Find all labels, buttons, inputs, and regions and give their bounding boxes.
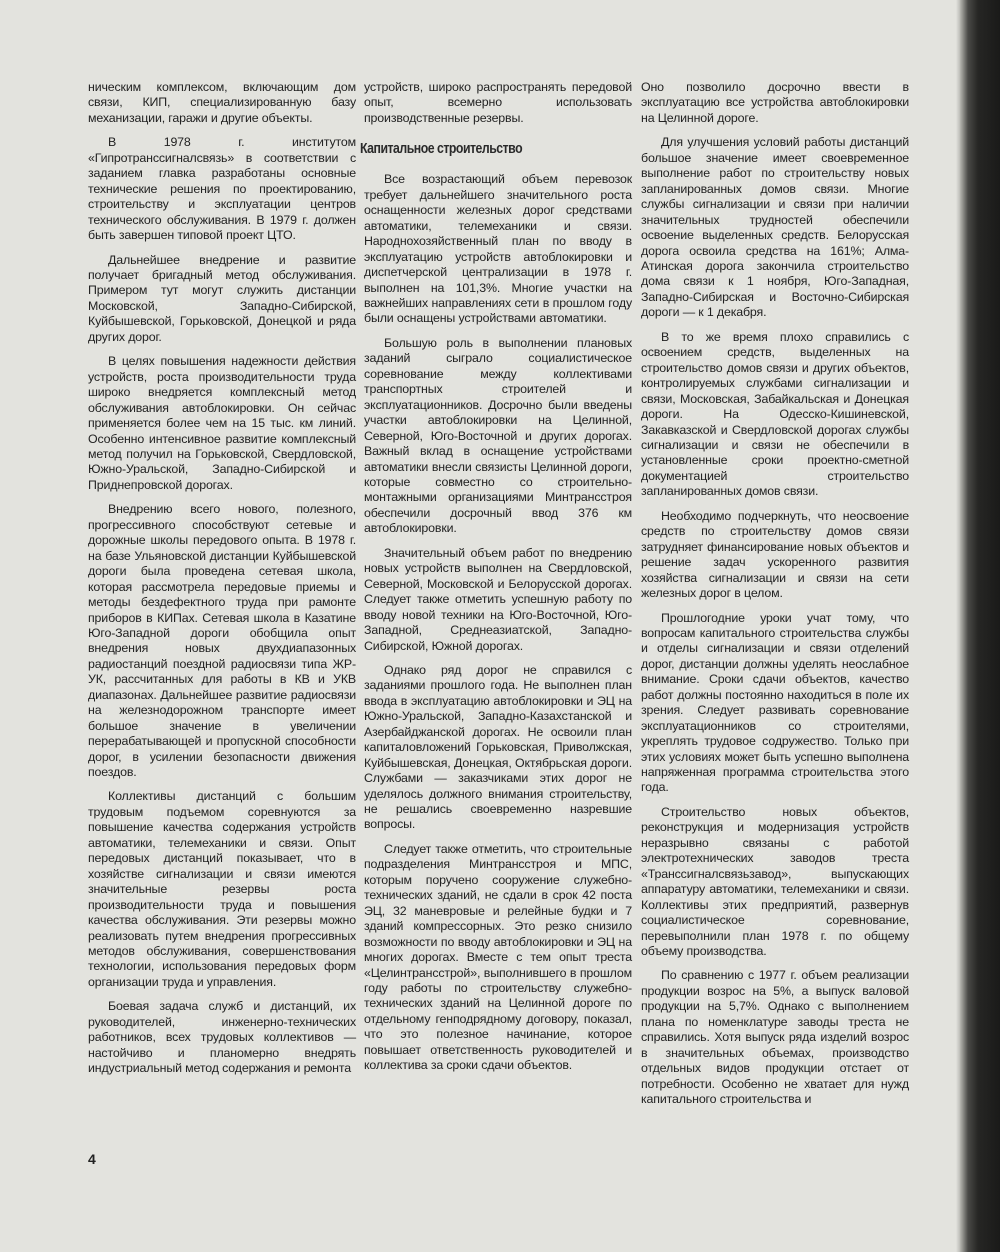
paragraph: устройств, широко распространять передовой опыт, всемерно использовать производственные резервы. [364,80,632,125]
paragraph: Коллективы дистанций с большим трудовым подъемом соревнуются за повышение качества содержания устройств автоматики, телемеханики и связи. Опыт передовых дистанций показывает, что в хозяйстве сигнализации и связи имеются значительные резервы роста производительности труда и повышения качества обслуживания. Эти резервы можно реализовать путем внедрения прогрессивных методов обслуживания, совершенствования технологии, использования передовых форм организации труда и управления. [88,789,356,989]
paragraph: Значительный объем работ по внедрению новых устройств выполнен на Свердловской, Северной, Московской и Белорусской дорогах. Следует также отметить успешную работу по вводу новой техники на Юго-Восточной, Юго-Западной, Среднеазиатской, Западно-Сибирской, Южной дорогах. [364,545,632,653]
paragraph: Большую роль в выполнении плановых заданий сыграло социалистическое соревнование между коллективами транспортных строителей и эксплуатационников. Досрочно были введены участки автоблокировки на Целинной, Северной, Юго-Восточной и других дорогах. Важный вклад в оснащение устройствами автоматики внесли связисты Целинной дороги, которые совместно со строительно-монтажными организациями Минтрансстроя обеспечили досрочный ввод 376 км автоблокировки. [364,335,632,536]
text-column-right [641,80,909,1117]
paragraph: Однако ряд дорог не справился с заданиями прошлого года. Не выполнен план ввода в эксплуатацию автоблокировки и ЭЦ на Южно-Уральской, Западно-Казахстанской и Азербайджанской дорогах. Не освоили план капиталовложений Горьковская, Приволжская, Куйбышевская, Донецкая, Октябрьская дороги. Службами — заказчиками этих дорог не уделялось должного внимания строительству, не решались своевременно назревшие вопросы. [364,662,632,832]
paragraph: По сравнению с 1977 г. объем реализации продукции возрос на 5%, а выпуск валовой продукции на 5,7%. Однако с выполнением плана по номенклатуре заводы треста не справились. Хотя выпуск ряда изделий возрос в значительных объемах, производство отдельных видов продукции отстает от потребности. Особенно не хватает для нужд капитального строительства и [641,968,909,1107]
paragraph: В целях повышения надежности действия устройств, роста производительности труда широко внедряется комплексный метод обслуживания автоблокировки. Он сейчас применяется более чем на 15 тыс. км линий. Особенно интенсивное развитие комплексный метод получил на Горьковской, Свердловской, Южно-Уральской, Западно-Сибирской и Приднепровской дорогах. [88,354,356,492]
text-column-middle [360,80,632,1083]
page-number: 4 [88,1151,96,1167]
book-spine [960,0,1000,1252]
paragraph: Строительство новых объектов, реконструкция и модернизация устройств неразрывно связаны с работой электротехнических заводов треста «Транссигналсвязьзавод», выпускающих аппаратуру автоматики, телемеханики и связи. Коллективы этих предприятий, развернув социалистическое соревнование, перевыполнили план 1978 г. по общему объему производства. [641,804,909,959]
text-column-left [88,80,356,1086]
paragraph: В то же время плохо справились с освоением средств, выделенных на строительство домов связи и других объектов, контролируемых службами сигнализации и связи, Московская, Забайкальская и Донецкая дороги. На Одесско-Кишиневской, Закавказской и Свердловской дорогах службы сигнализации и связи не обеспечили в установленные сроки проектно-сметной документацией строительство запланированных домов связи. [641,329,909,499]
paragraph: Прошлогодние уроки учат тому, что вопросам капитального строительства службы и отделы сигнализации и связи отделений дорог, дистанции должны уделять неослабное внимание. Сроки сдачи объектов, качество работ должны постоянно находиться в поле их зрения. Следует развивать соревнование эксплуатационников со строителями, укреплять трудовое содружество. Только при этих условиях может быть успешно выполнена напряженная программа строительства этого года. [641,610,909,795]
paragraph: Следует также отметить, что строительные подразделения Минтрансстроя и МПС, которым поручено сооружение служебно-технических зданий, не сдали в срок 42 поста ЭЦ, 32 маневровые и релейные будки и 7 зданий компрессорных. Это резко снизило возможности по вводу автоблокировки и ЭЦ на многих дорогах. Вместе с тем опыт треста «Целинтрансстрой», выполнившего в прошлом году работы по строительству служебно-технических зданий на Целинной дороге по отдельному генподрядному договору, показал, что это полезное начинание, которое повышает ответственность руководителей и коллектива за сроки сдачи объектов. [364,841,632,1073]
paragraph: Для улучшения условий работы дистанций большое значение имеет своевременное выполнение работ по строительству новых запланированных домов связи. Многие службы сигнализации и связи при наличии значительных трудностей обеспечили освоение выделенных средств. Белорусская дорога освоила средства на 161%; Алма-Атинская дорога закончила строительство дома связи к 1 ноября, Юго-Западная, Западно-Сибирская и Восточно-Сибирская дороги — к 1 декабря. [641,135,909,320]
paragraph: Необходимо подчеркнуть, что неосвоение средств по строительству домов связи затрудняет финансирование новых объектов и решение задач ускоренного развития хозяйства сигнализации и связи на сети железных дорог в целом. [641,508,909,601]
paragraph: Все возрастающий объем перевозок требует дальнейшего значительного роста оснащенности железных дорог средствами автоматики, телемеханики и связи. Народнохозяйственный план по вводу в эксплуатацию устройств автоблокировки и диспетчерской централизации в 1978 г. выполнен на 101,3%. Многие участки на важнейших направлениях сети в прошлом году были оснащены устройствами автоматики. [364,172,632,326]
paragraph: Внедрению всего нового, полезного, прогрессивного способствуют сетевые и дорожные школы передового опыта. В 1978 г. на базе Ульяновской дистанции Куйбышевской дороги была проведена сетевая школа, которая рассмотрела передовые приемы и методы бездефектного труда при рамонте приборов в КИПах. Сетевая школа в Казатине Юго-Западной дороги обобщила опыт внедрения новых двухдиапазонных радиостанций поездной радиосвязи типа ЖР-УК, рассчитанных для работы в КВ и УКВ диапазонах. Дальнейшее развитие радиосвязи на железнодорожном транспорте имеет большое значение в увеличении перерабатывающей и пропускной способности дорог, в усилении безопасности движения поездов. [88,502,356,780]
paragraph: ническим комплексом, включающим дом связи, КИП, специализированную базу механизации, гаражи и другие объекты. [88,80,356,125]
paragraph: В 1978 г. институтом «Гипротранссигналсвязь» в соответствии с заданием главка разработаны основные технические решения по проектированию, строительству и эксплуатации центров технического обслуживания. В 1979 г. должен быть завершен типовой проект ЦТО. [88,135,356,243]
paragraph: Оно позволило досрочно ввести в эксплуатацию все устройства автоблокировки на Целинной дороге. [641,80,909,125]
section-heading: Капитальное строительство [360,140,523,158]
paragraph: Дальнейшее внедрение и развитие получает бригадный метод обслуживания. Примером тут могут служить дистанции Московской, Западно-Сибирской, Куйбышевской, Горьковской, Донецкой и ряда других дорог. [88,252,356,344]
paragraph: Боевая задача служб и дистанций, их руководителей, инженерно-технических работников, всех трудовых коллективов — настойчиво и планомерно внедрять индустриальный метод содержания и ремонта [88,999,356,1076]
